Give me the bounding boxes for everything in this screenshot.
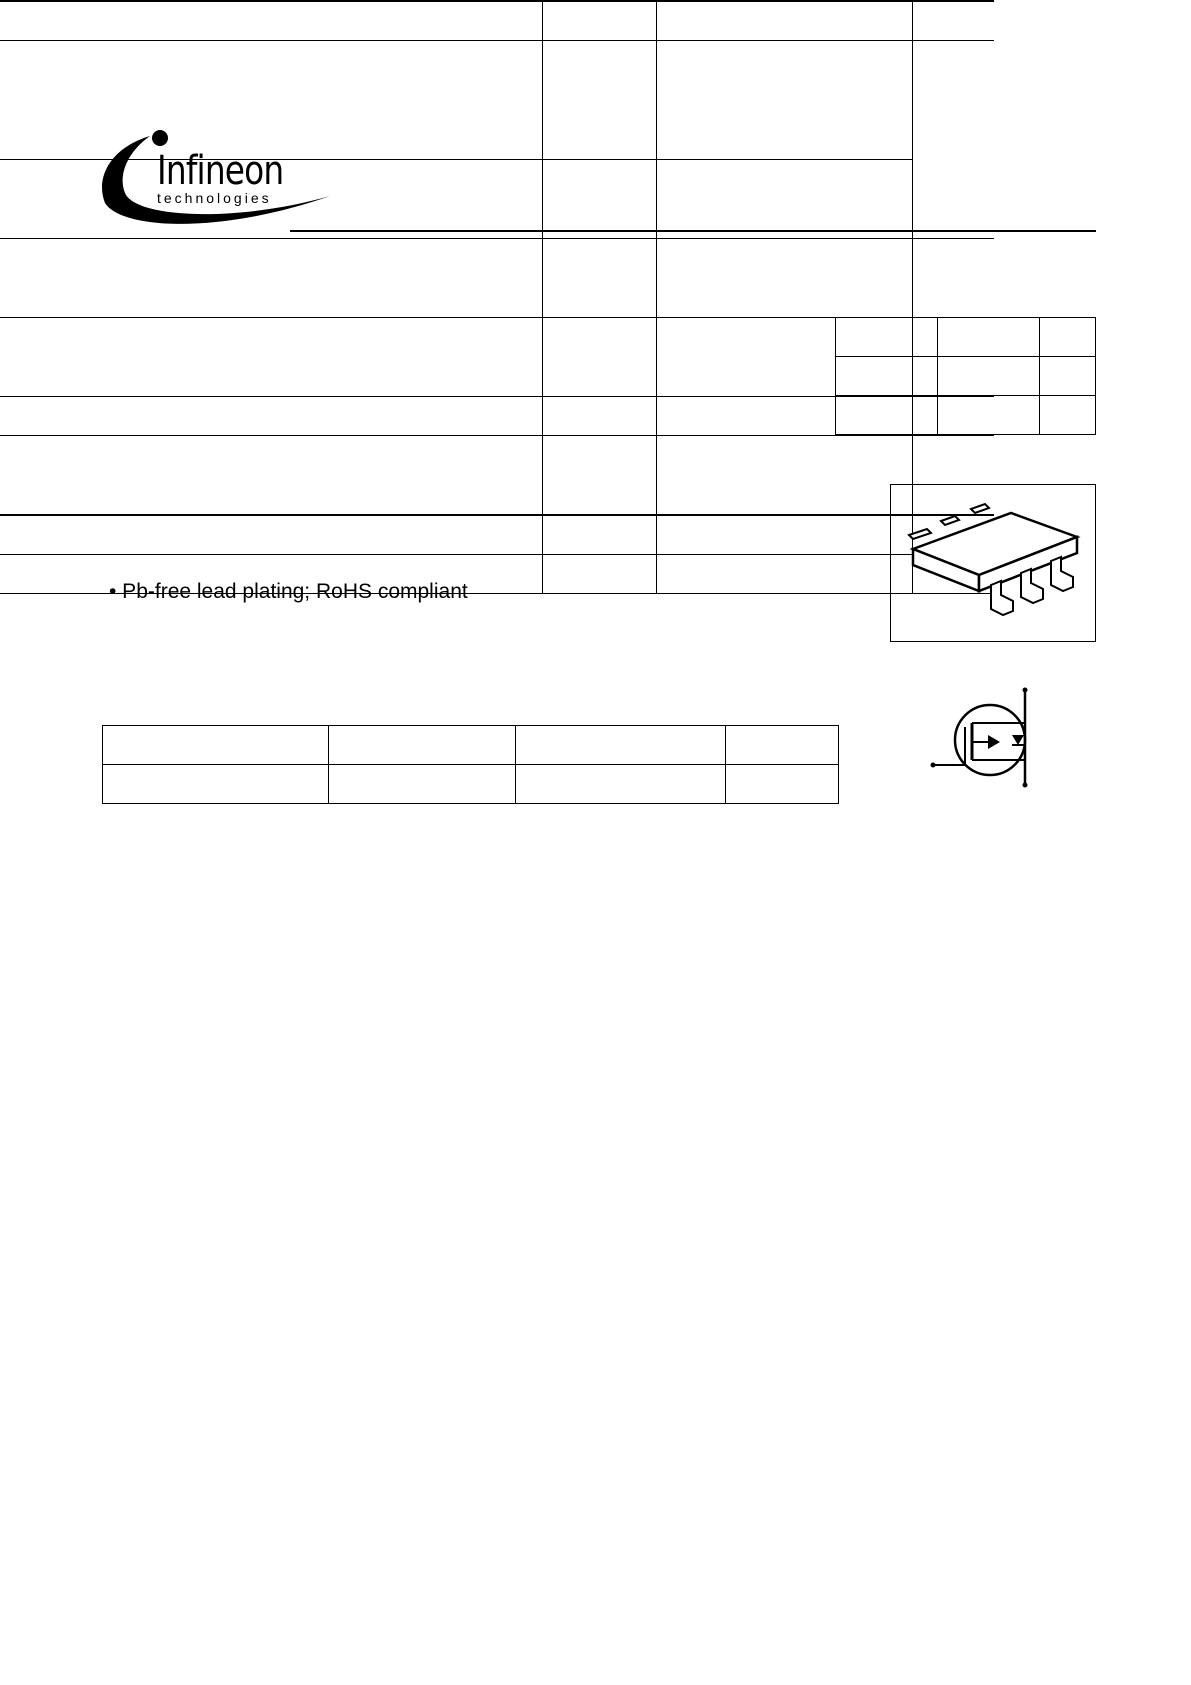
table-row: [836, 318, 1096, 357]
feature-list-item: • Pb-free lead plating; RoHS compliant: [109, 580, 468, 603]
logo-subtitle: technologies: [157, 190, 272, 206]
table-row: [836, 357, 1096, 396]
package-image-frame: [890, 484, 1096, 642]
header-rule: [290, 230, 1096, 232]
table-row: [0, 1, 994, 41]
table-row: [103, 726, 839, 765]
product-summary-table: [835, 317, 1096, 435]
table-row: [0, 515, 994, 555]
maximum-ratings-table: [0, 0, 994, 594]
table-row: [836, 396, 1096, 435]
table-row: [0, 239, 994, 318]
table-row: [0, 436, 994, 516]
ordering-info-table: [102, 725, 839, 804]
logo-wordmark: Infineon: [157, 148, 284, 194]
mosfet-dual-symbol-icon: [930, 685, 1050, 795]
table-row: [103, 765, 839, 804]
sot-23-6-package-icon: [891, 485, 1095, 641]
